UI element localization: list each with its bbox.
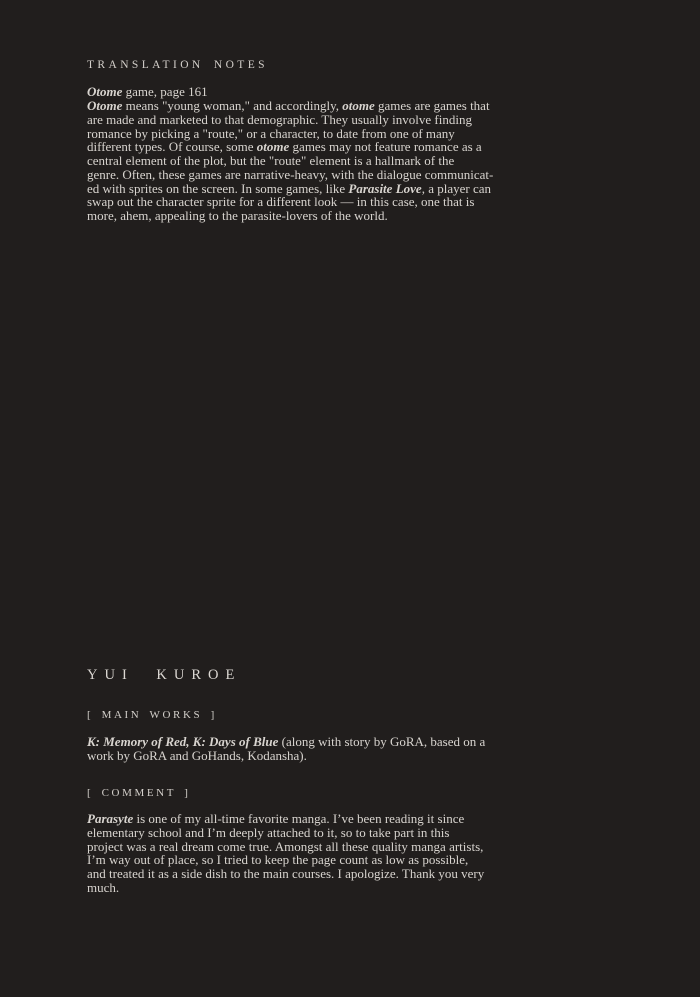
translation-notes-heading: TRANSLATION NOTES bbox=[87, 59, 268, 71]
text-line: Otome game, page 161 bbox=[87, 84, 208, 99]
text-line: much. bbox=[87, 879, 120, 895]
text-line: romance by picking a "route," or a character, to date from one of many bbox=[87, 125, 455, 141]
text-line: I’m way out of place, so I tried to keep the page count as low as possible, bbox=[87, 852, 469, 868]
text-line: K: Memory of Red, K: Days of Blue (along with story by GoRA, based on a bbox=[87, 734, 486, 749]
text-line: Otome means "young woman," and accordingly, otome games are games that bbox=[87, 98, 490, 113]
comment-label: [ COMMENT ] bbox=[87, 787, 191, 799]
artist-name: YUI KUROE bbox=[87, 667, 242, 683]
text-line: Parasyte is one of my all-time favorite manga. I’ve been reading it since bbox=[87, 811, 465, 826]
text-line: are made and marketed to that demographic. They usually involve finding bbox=[87, 111, 472, 127]
main-works-label: [ MAIN WORKS ] bbox=[87, 709, 217, 721]
text-line: elementary school and I’m deeply attached to it, so to take part in this bbox=[87, 824, 450, 840]
text-line: work by GoRA and GoHands, Kodansha). bbox=[87, 747, 307, 763]
text-line: project was a real dream come true. Amongst all these quality manga artists, bbox=[87, 838, 484, 854]
main-works-body bbox=[87, 735, 485, 763]
text-line: different types. Of course, some otome games may not feature romance as a bbox=[87, 139, 482, 155]
text-line: central element of the plot, but the "route" element is a hallmark of the bbox=[87, 153, 455, 168]
text-line: swap out the character sprite for a different look — in this case, one that is bbox=[87, 194, 475, 210]
note-body bbox=[87, 99, 493, 223]
text-line: more, ahem, appealing to the parasite-lovers of the world. bbox=[87, 208, 388, 223]
text-line: genre. Often, these games are narrative-heavy, with the dialogue communicat- bbox=[87, 166, 494, 182]
note-title bbox=[87, 85, 208, 99]
text-line: and treated it as a side dish to the main courses. I apologize. Thank you very bbox=[87, 866, 485, 881]
text-line: ed with sprites on the screen. In some games, like Parasite Love, a player can bbox=[87, 180, 491, 196]
comment-body bbox=[87, 812, 484, 895]
